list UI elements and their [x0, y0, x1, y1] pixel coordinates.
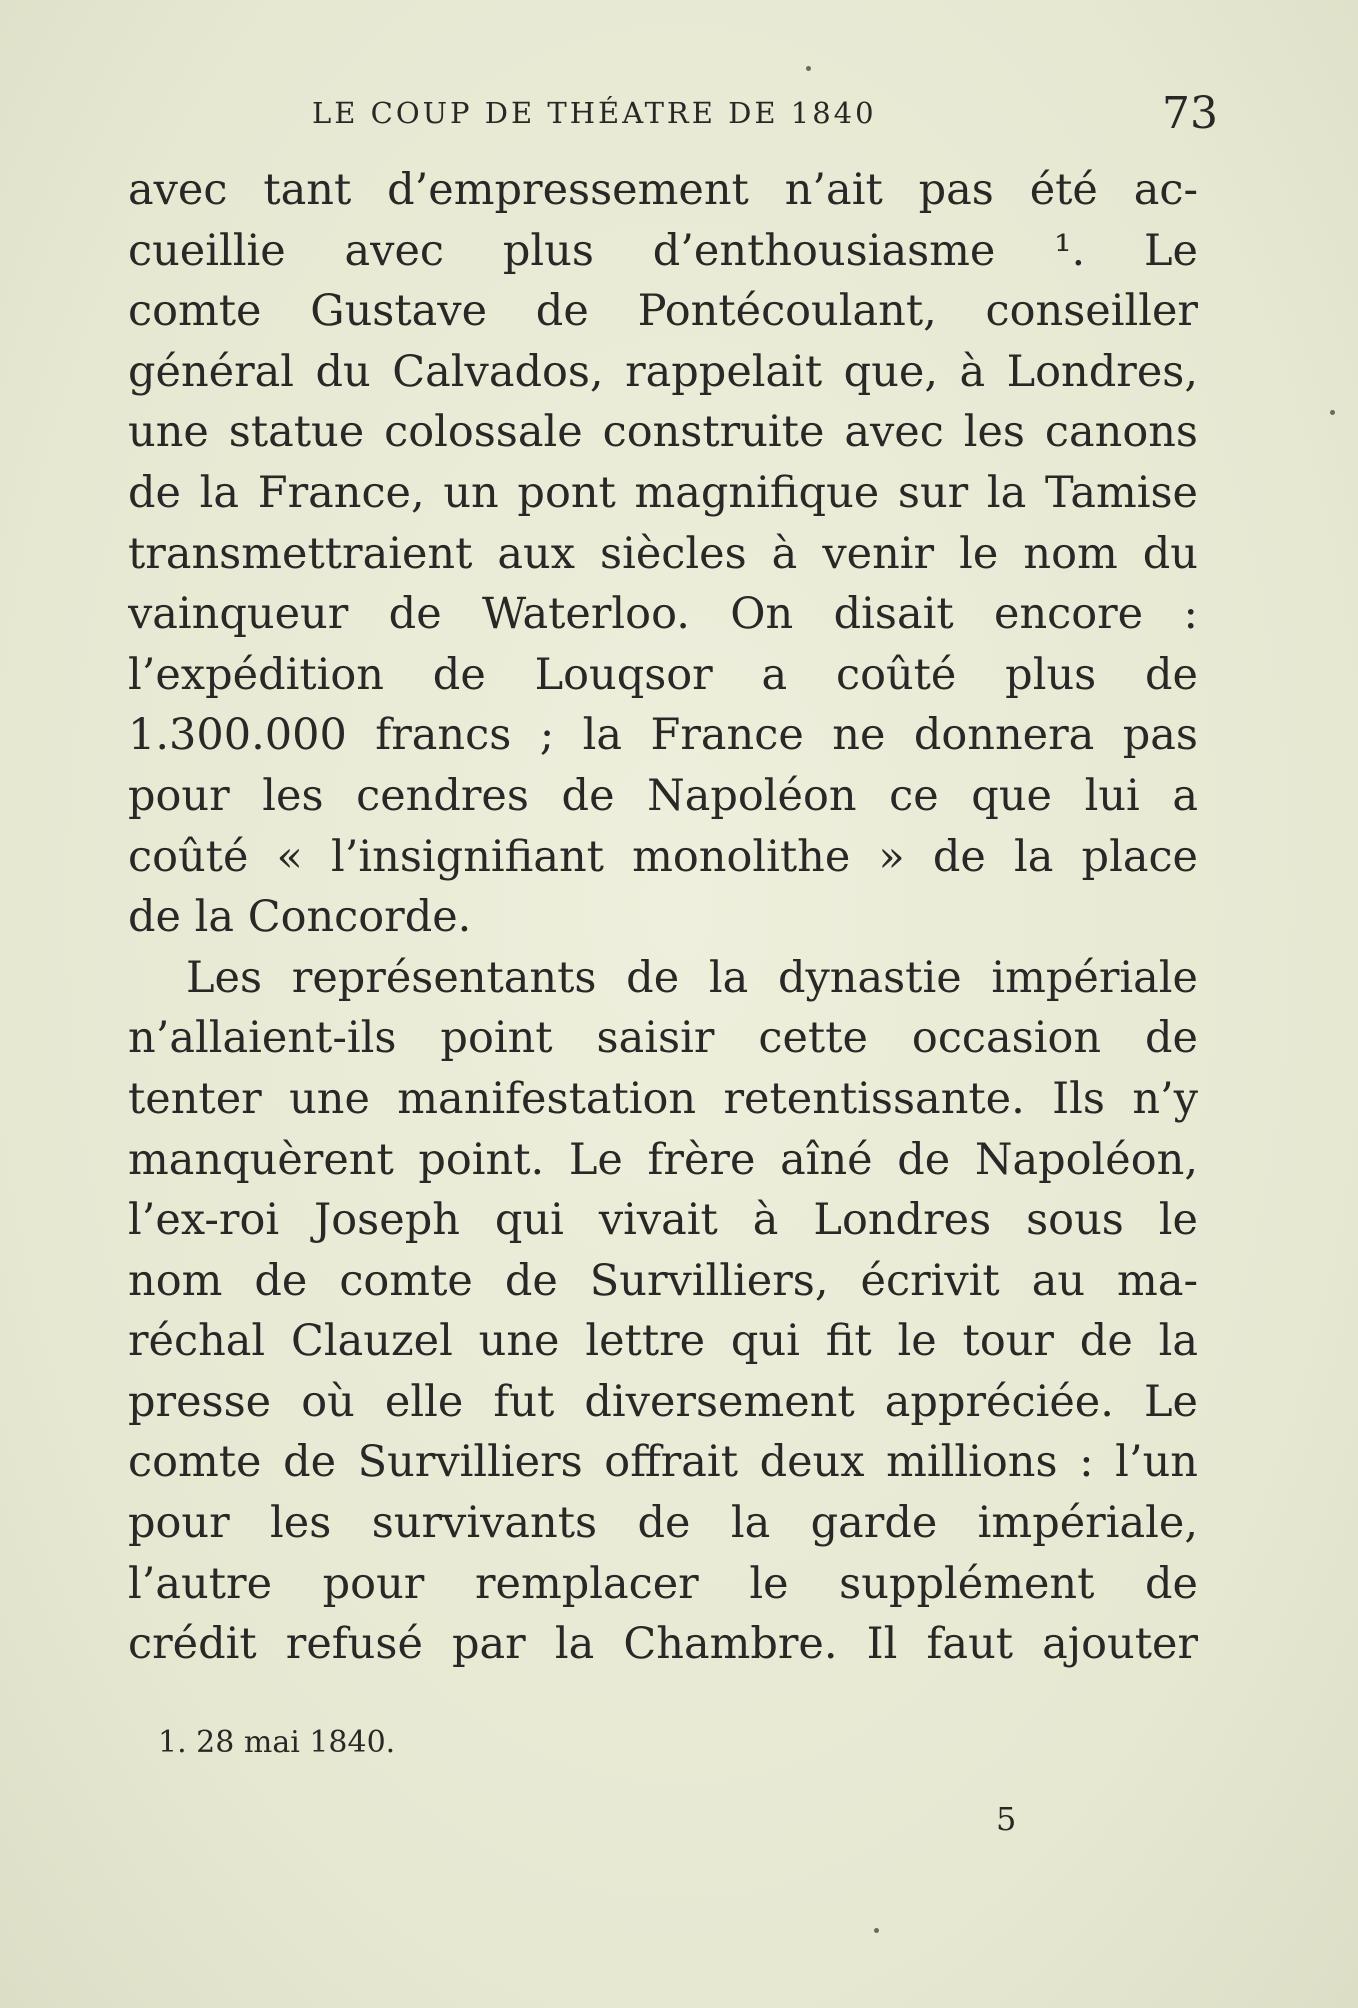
text-line: l’ex-roi Joseph qui vivait à Londres sous le: [128, 1195, 1198, 1246]
text-line: comte Gustave de Pontécoulant, conseiller: [128, 286, 1198, 337]
text-line: 1.300.000 francs ; la France ne donnera pas: [128, 710, 1198, 761]
text-line: cueillie avec plus d’enthousiasme ¹. Le: [128, 225, 1198, 276]
text-line: comte de Survilliers offrait deux millions : l’un: [128, 1437, 1198, 1488]
text-line: l’autre pour remplacer le supplément de: [128, 1558, 1198, 1609]
text-line: nom de comte de Survilliers, écrivit au ma-: [128, 1255, 1198, 1306]
paper-speck: [874, 1928, 879, 1933]
page-number: 73: [1162, 88, 1218, 139]
paragraph-1: [128, 160, 1198, 948]
text-line: l’expédition de Louqsor a coûté plus de: [128, 649, 1198, 700]
signature-mark: 5: [996, 1800, 1017, 1838]
text-line: vainqueur de Waterloo. On disait encore :: [128, 589, 1198, 640]
text-line: une statue colossale construite avec les canons: [128, 407, 1198, 458]
text-line: manquèrent point. Le frère aîné de Napoléon,: [128, 1134, 1198, 1185]
text-line: réchal Clauzel une lettre qui fit le tour de la: [128, 1316, 1198, 1367]
text-line: tenter une manifestation retentissante. Ils n’y: [128, 1073, 1198, 1124]
running-head: [128, 88, 1218, 148]
text-line: général du Calvados, rappelait que, à Londres,: [128, 346, 1198, 397]
text-line: avec tant d’empressement n’ait pas été ac-: [128, 165, 1198, 215]
text-line: transmettraient aux siècles à venir le nom du: [128, 528, 1198, 579]
text-line: de la Concorde.: [128, 892, 472, 943]
text-line: coûté « l’insignifiant monolithe » de la place: [128, 831, 1198, 882]
body-text: [128, 160, 1198, 1675]
footnote: 1. 28 mai 1840.: [158, 1725, 396, 1760]
text-line: pour les cendres de Napoléon ce que lui a: [128, 770, 1198, 821]
paper-speck: [1330, 410, 1335, 415]
text-line: Les représentants de la dynastie impériale: [186, 952, 1198, 1003]
text-line: de la France, un pont magnifique sur la Tamise: [128, 467, 1198, 518]
running-title: LE COUP DE THÉATRE DE 1840: [312, 96, 877, 130]
paragraph-2: [128, 948, 1198, 1675]
text-line: presse où elle fut diversement appréciée. Le: [128, 1376, 1198, 1427]
text-line: crédit refusé par la Chambre. Il faut ajouter: [128, 1619, 1198, 1670]
paper-speck: [806, 66, 811, 71]
text-line: pour les survivants de la garde impériale,: [128, 1498, 1198, 1549]
text-line: n’allaient-ils point saisir cette occasion de: [128, 1013, 1198, 1064]
